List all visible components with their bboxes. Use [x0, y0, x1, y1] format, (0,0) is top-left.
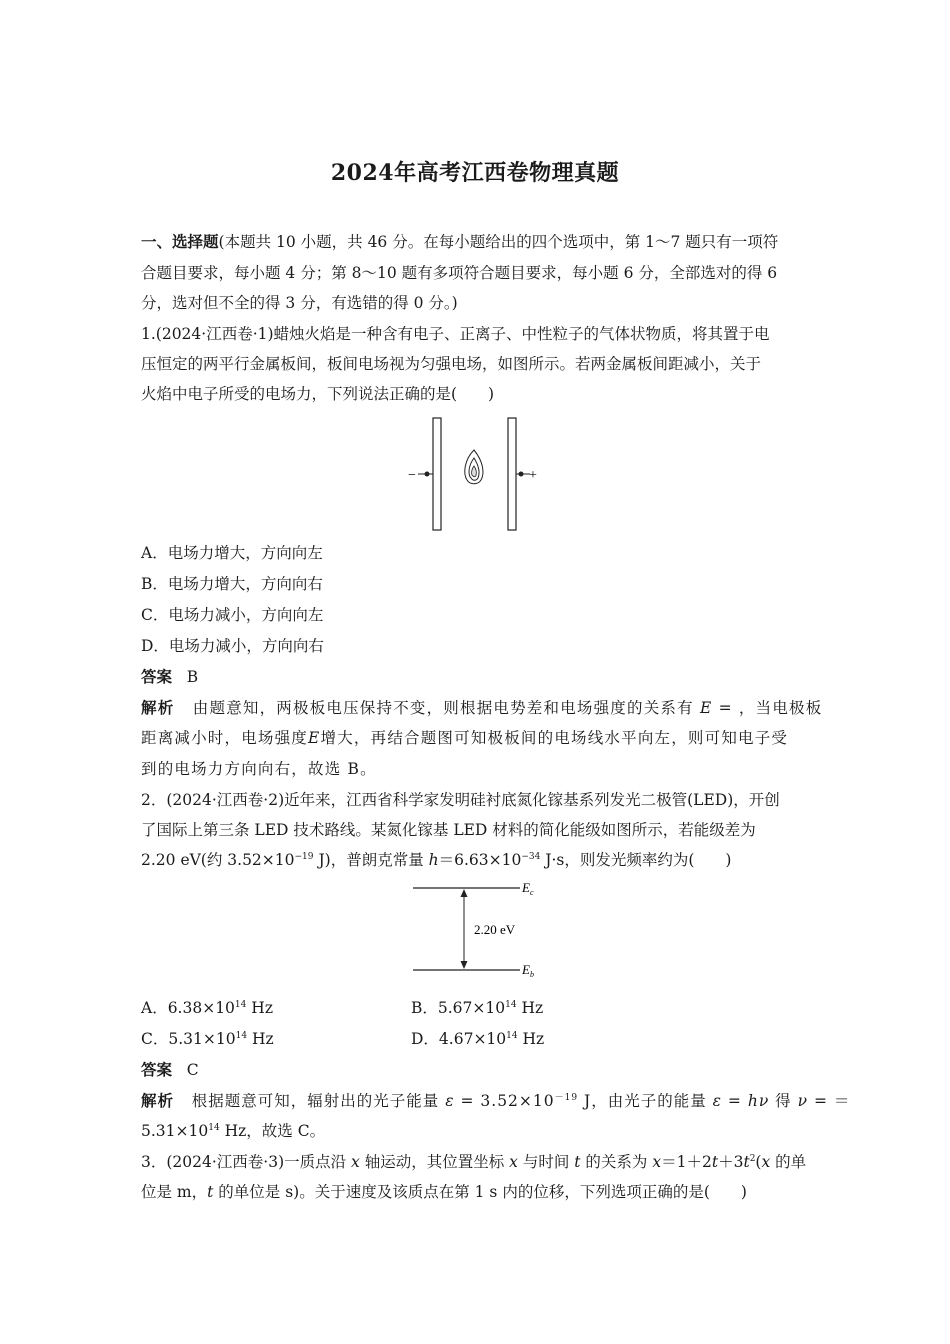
- left-plate: [433, 418, 441, 530]
- q1-option-b[interactable]: B．电场力增大，方向向右: [141, 575, 323, 593]
- q2-option-c[interactable]: C．$5.31\times 10^{14}$ Hz: [141, 1030, 274, 1048]
- arrow-down-icon: [461, 961, 468, 969]
- flame-icon: [465, 450, 483, 484]
- q2-answer: 答案 C: [141, 1060, 199, 1079]
- page-title: 2024年高考江西卷物理真题: [330, 160, 620, 186]
- q2-stem-line-2: 了国际上第三条 LED 技术路线。某氮化镓基 LED 材料的简化能级如图所示，若能级差为: [141, 821, 756, 839]
- q1-option-d[interactable]: D．电场力减小，方向向右: [141, 637, 324, 655]
- right-plate: [508, 418, 516, 530]
- q2-analysis-line-2: $5.31\times 10^{14}$ Hz，故选 C。: [141, 1122, 326, 1140]
- q1-answer-value: B: [186, 668, 199, 686]
- q2-stem-line-3: 2.20 eV(约 $3.52\times 10^{-19}$ J)，普朗克常量 $h=6.63\times 10^{-34}$ J·s，则发光频率约为( ): [141, 851, 732, 869]
- q2-option-a[interactable]: A．$6.38\times 10^{14}$ Hz: [141, 999, 273, 1017]
- section-intro-line-3: 分，选对但不全的得 3 分，有选错的得 0 分。): [141, 294, 458, 312]
- q1-analysis-line-3: 到的电场力方向向右，故选 B。: [141, 760, 377, 778]
- q1-answer: 答案 B: [141, 667, 199, 686]
- q2-stem-line-1: 2．(2024·江西卷·2)近年来，江西省科学家发明硅衬底氮化镓基系列发光二极管(LED)，开创: [141, 791, 780, 809]
- q1-analysis-line-2: 距离减小时，电场强度E增大，再结合题图可知极板间的电场线水平向左，则可知电子受: [141, 729, 789, 747]
- arrow-up-icon: [461, 889, 468, 897]
- q3-stem-line-2: 位是 m，t 的单位是 s)。关于速度及该质点在第 1 s 内的位移，下列选项正确的是( ): [141, 1183, 747, 1201]
- energy-gap-label: 2.20 eV: [474, 922, 516, 937]
- q1-analysis-line-1: 解析 由题意知，两极板电压保持不变，则根据电势差和电场强度的关系有 E = ，当电极板: [141, 698, 823, 717]
- q2-option-b[interactable]: B．$5.67\times 10^{14}$ Hz: [411, 999, 544, 1017]
- right-terminal: [519, 472, 524, 477]
- section-intro-line-1: 一、选择题(本题共 10 小题，共 46 分。在每小题给出的四个选项中，第 1～7 题只有一项符: [141, 232, 779, 251]
- q1-stem-line-3: 火焰中电子所受的电场力，下列说法正确的是( ): [141, 385, 495, 403]
- q1-capacitor-figure: [400, 412, 550, 534]
- plus-sign: +: [529, 468, 537, 483]
- left-terminal: [425, 472, 430, 477]
- q2-energy-level-figure: [408, 878, 548, 980]
- q1-stem-line-2: 压恒定的两平行金属板间，板间电场视为匀强电场，如图所示。若两金属板间距减小，关于: [141, 355, 762, 373]
- q2-analysis-line-1: 解析 根据题意可知，辐射出的光子能量 $\varepsilon = 3.52\times 10^{-19}$ J，由光子的能量 ε = hν 得 ν = ＝: [141, 1091, 851, 1110]
- q3-stem-line-1: 3．(2024·江西卷·3)一质点沿 x 轴运动，其位置坐标 x 与时间 t 的关系为 $x=1+2t+3t^2(x$ 的单: [141, 1153, 807, 1171]
- q2-option-d[interactable]: D．$4.67\times 10^{14}$ Hz: [411, 1030, 545, 1048]
- q1-option-a[interactable]: A．电场力增大，方向向左: [141, 544, 323, 562]
- section-heading: 一、选择题: [141, 232, 219, 251]
- upper-level-label: $E_c$: [522, 880, 534, 897]
- q1-option-c[interactable]: C．电场力减小，方向向左: [141, 606, 324, 624]
- section-intro-line-2: 合题目要求，每小题 4 分；第 8～10 题有多项符合题目要求，每小题 6 分，全部选对的得 6: [141, 264, 778, 282]
- q1-stem-line-1: 1.(2024·江西卷·1)蜡烛火焰是一种含有电子、正离子、中性粒子的气体状物质，将其置于电: [141, 325, 770, 343]
- lower-level-label: $E_b$: [522, 962, 534, 979]
- minus-sign: −: [408, 468, 416, 483]
- q2-answer-value: C: [186, 1061, 199, 1079]
